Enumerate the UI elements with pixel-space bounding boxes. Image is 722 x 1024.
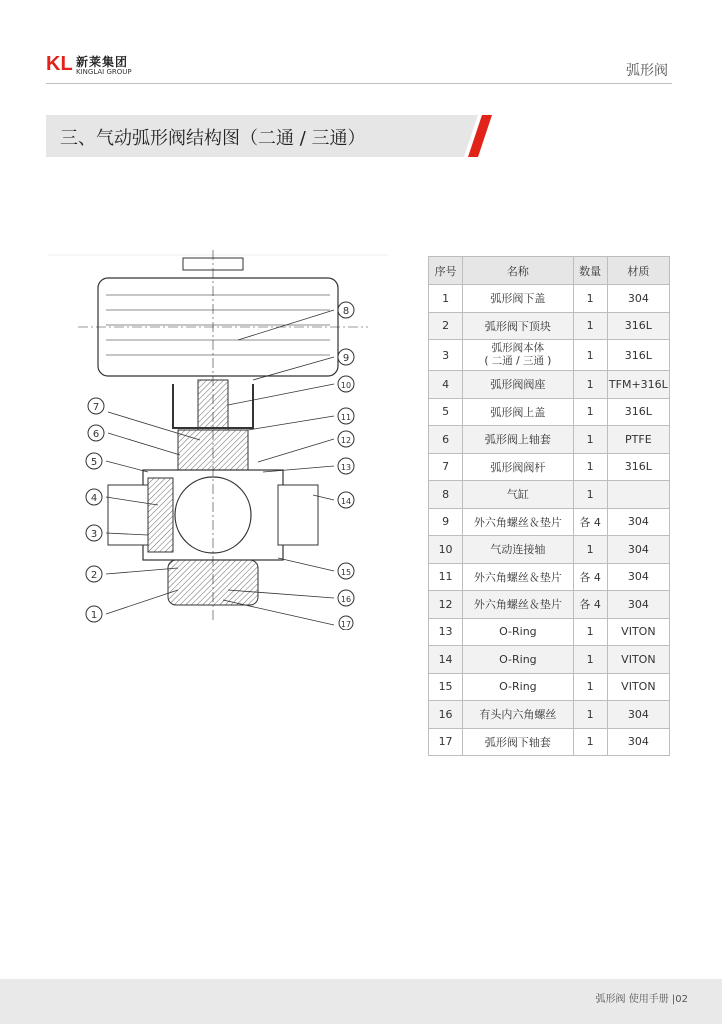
callout-5 [86, 453, 102, 469]
table-row: 14 O-Ring 1 VITON [429, 646, 670, 674]
header-divider [46, 83, 672, 84]
svg-text:4: 4 [90, 493, 98, 504]
header-material: 材质 [607, 257, 669, 285]
coupling-shaft [198, 380, 228, 430]
svg-text:5: 5 [90, 457, 98, 468]
document-category: 弧形阀 [626, 63, 668, 79]
callout-8 [338, 302, 354, 318]
svg-text:17: 17 [340, 620, 352, 629]
table-row: 13 O-Ring 1 VITON [429, 618, 670, 646]
callout-11 [338, 408, 354, 424]
svg-text:2: 2 [90, 570, 98, 581]
callout-12 [338, 431, 354, 447]
logo-text-en: KINGLAI GROUP [76, 68, 132, 76]
valve-seat [148, 478, 173, 552]
table-row: 1 弧形阀下盖 1 304 [429, 285, 670, 313]
callout-13 [338, 458, 354, 474]
table-row: 8 气缸 1 [429, 481, 670, 509]
svg-text:14: 14 [340, 497, 352, 506]
table-row: 7 弧形阀阀杆 1 316L [429, 453, 670, 481]
svg-text:3: 3 [90, 529, 98, 540]
table-header-row [429, 257, 670, 285]
svg-text:11: 11 [340, 413, 352, 422]
svg-text:6: 6 [92, 429, 100, 440]
svg-text:16: 16 [340, 595, 352, 604]
callout-7 [88, 398, 104, 414]
svg-text:8: 8 [342, 306, 350, 317]
svg-text:13: 13 [340, 463, 352, 472]
left-port [108, 485, 148, 545]
callout-10 [338, 376, 354, 392]
svg-text:12: 12 [340, 436, 352, 445]
header-no: 序号 [429, 257, 463, 285]
page-footer [0, 979, 722, 1024]
table-row: 2 弧形阀下顶块 1 316L [429, 312, 670, 340]
company-logo [46, 48, 146, 80]
table-row: 5 弧形阀上盖 1 316L [429, 398, 670, 426]
footer-text: 弧形阀 使用手册 |02 [595, 994, 688, 1005]
table-row: 9 外六角螺丝＆垫片 各 4 304 [429, 508, 670, 536]
table-row: 10 气动连接轴 1 304 [429, 536, 670, 564]
table-row: 17 弧形阀下轴套 1 304 [429, 728, 670, 756]
right-port [278, 485, 318, 545]
svg-text:7: 7 [92, 402, 100, 413]
table-row: 11 外六角螺丝＆垫片 各 4 304 [429, 563, 670, 591]
svg-text:15: 15 [340, 568, 352, 577]
callout-15 [338, 563, 354, 579]
table-row: 15 O-Ring 1 VITON [429, 673, 670, 701]
callout-14 [338, 492, 354, 508]
callout-4 [86, 489, 102, 505]
table-row: 4 弧形阀阀座 1 TFM+316L [429, 371, 670, 399]
section-title-bar [46, 115, 490, 157]
header-name: 名称 [463, 257, 573, 285]
table-row: 3 弧形阀本体 ( 二通 / 三通 ) 1 316L [429, 340, 670, 371]
callout-3 [86, 525, 102, 541]
valve-structure-diagram [48, 250, 388, 630]
svg-text:KL: KL [46, 53, 73, 75]
svg-text:10: 10 [340, 381, 352, 390]
callout-16 [338, 590, 354, 606]
kinglai-logo-icon [46, 50, 74, 76]
callout-2 [86, 566, 102, 582]
callout-1 [86, 606, 102, 622]
page-header [0, 0, 722, 84]
section-title: 三、气动弧形阀结构图（二通 / 三通） [60, 128, 366, 149]
callout-17 [339, 616, 353, 630]
svg-text:1: 1 [90, 610, 98, 621]
table-row: 12 外六角螺丝＆垫片 各 4 304 [429, 591, 670, 619]
table-row: 6 弧形阀上轴套 1 PTFE [429, 426, 670, 454]
table-row: 16 有头内六角螺丝 1 304 [429, 701, 670, 729]
logo-text-cn: 新莱集团 [76, 55, 129, 69]
svg-text:9: 9 [342, 353, 350, 364]
callout-6 [88, 425, 104, 441]
header-qty: 数量 [573, 257, 607, 285]
callout-9 [338, 349, 354, 365]
parts-table [428, 256, 670, 756]
